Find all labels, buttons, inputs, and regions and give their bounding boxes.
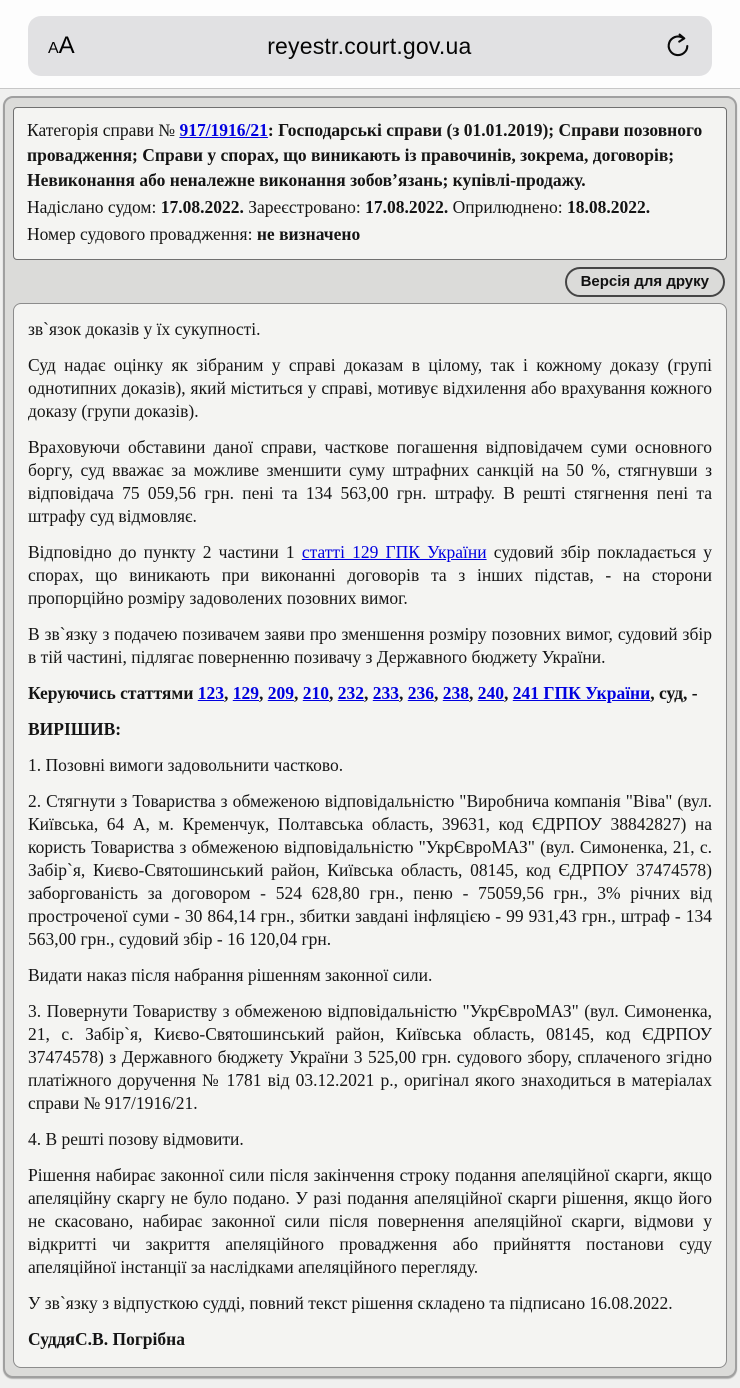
text-run: Видати наказ після набрання рішенням законної сили.	[28, 965, 433, 985]
document-paragraph	[28, 318, 712, 341]
document-paragraph	[28, 623, 712, 669]
statute-link[interactable]: 238	[442, 683, 470, 703]
statute-link[interactable]: 210	[302, 683, 330, 703]
text-run: ,	[364, 683, 373, 703]
case-header-box	[13, 107, 727, 260]
print-version-button[interactable]: Версія для друку	[565, 267, 725, 297]
text-run: не визначено	[256, 224, 361, 244]
text-run: Враховуючи обставини даної справи, часткове погашення відповідачем суми основного боргу, суд вважає за можливе зменшити суму штрафних санкцій на 50 %, стягнувши з відповідача 75 059,56 грн. пені та 134 563,00 грн. штрафу. В решті стягнення пені та штрафу суд відмовляє.	[28, 437, 712, 526]
statute-link[interactable]: 241 ГПК України	[512, 683, 651, 703]
text-run: Відповідно до пункту 2 частини 1	[28, 542, 302, 562]
text-run: Категорія справи №	[27, 120, 180, 140]
text-size-small-a: A	[48, 40, 59, 57]
browser-chrome	[0, 0, 740, 88]
statute-link[interactable]: 232	[337, 683, 365, 703]
document-paragraph	[28, 1128, 712, 1151]
text-run: :	[267, 120, 279, 140]
text-run: 17.08.2022.	[160, 197, 244, 217]
text-run: В зв`язку з подачею позивачем заяви про зменшення розміру позовних вимог, судовий збір в тій частині, підлягає поверненню позивачу з Державного бюджету України.	[28, 624, 712, 667]
document-paragraph	[28, 541, 712, 610]
text-run: Керуючись статтями	[28, 683, 198, 703]
statute-link[interactable]: 233	[372, 683, 400, 703]
statute-link[interactable]: 917/1916/21	[179, 120, 268, 140]
document-paragraph	[28, 682, 712, 705]
text-run: ,	[224, 683, 233, 703]
address-bar[interactable]	[28, 16, 712, 76]
case-header-line	[27, 118, 713, 193]
text-run: ,	[329, 683, 338, 703]
text-run: У зв`язку з відпусткою судді, повний текст рішення складено та підписано 16.08.2022.	[28, 1293, 673, 1313]
text-run: , суд, -	[650, 683, 698, 703]
document-paragraph	[28, 1328, 712, 1351]
statute-link[interactable]: 123	[197, 683, 225, 703]
text-run: Рішення набирає законної сили після закінчення строку подання апеляційної скарги, якщо апеляційну скаргу не було подано. У разі подання апеляційної скарги рішення, якщо його не скасовано, набирає законної сили після повернення апеляційної скарги, відмови у відкритті чи закриття апеляційного провадження або прийняття постанови суду апеляційної інстанції за наслідками апеляційного перегляду.	[28, 1165, 712, 1277]
document-paragraph	[28, 354, 712, 423]
case-header-line	[27, 195, 713, 220]
text-run: Надіслано судом:	[27, 197, 161, 217]
print-button-row	[15, 267, 725, 297]
text-run: СуддяС.В. Погрібна	[28, 1329, 185, 1349]
text-run: судовий збір покладається у спорах, що виникають при виконанні договорів та з інших підстав, - на сторони пропорційно розміру задоволених позовних вимог.	[28, 542, 712, 608]
text-run: ,	[469, 683, 478, 703]
document-paragraph	[28, 718, 712, 741]
document-paragraph	[28, 1000, 712, 1115]
decision-outer-container	[3, 96, 737, 1378]
text-run: Господарські справи (з 01.01.2019); Справи позовного провадження; Справи у спорах, що виникають із правочинів, зокрема, договорів; Невиконання або неналежне виконання зобов’язань; купівлі-продажу.	[27, 120, 703, 190]
text-run: ,	[434, 683, 443, 703]
text-run: 2. Стягнути з Товариства з обмеженою відповідальністю "Виробнича компанія "Віва" (вул. Київська, 64 А, м. Кременчук, Полтавська область, 39631, код ЄДРПОУ 38842827) на користь Товариства з обмеженою відповідальністю "УкрЄвроМАЗ" (вул. Симоненка, 21, с. Забір`я, Києво-Святошинський район, Київська область, 08145, код ЄДРПОУ 37474578) заборгованість за договором - 524 628,80 грн., пеню - 75059,56 грн., 3% річних від простроченої суми - 30 864,14 грн., збитки завдані інфляцією - 99 931,43 грн., штраф - 134 563,00 грн., судовий збір - 16 120,04 грн.	[28, 791, 712, 949]
text-run: ,	[294, 683, 303, 703]
text-run: 1. Позовні вимоги задовольнити частково.	[28, 755, 344, 775]
text-run: Суд надає оцінку як зібраним у справі доказам в цілому, так і кожному доказу (групі однотипних доказів), який міститься у справі, мотивує відхилення або врахування кожного доказу (групи доказів).	[28, 355, 712, 421]
text-run: ,	[399, 683, 408, 703]
statute-link[interactable]: 236	[407, 683, 435, 703]
text-run: Номер судового провадження:	[27, 224, 257, 244]
text-run: ,	[504, 683, 513, 703]
document-paragraph	[28, 436, 712, 528]
url-text[interactable]: reyestr.court.gov.ua	[267, 32, 472, 59]
document-paragraph	[28, 1164, 712, 1279]
decision-text-box	[13, 303, 727, 1368]
statute-link[interactable]: 129	[232, 683, 260, 703]
reload-icon-glyph	[665, 33, 691, 59]
document-paragraph	[28, 754, 712, 777]
document-paragraph	[28, 1292, 712, 1315]
text-run: 4. В решті позову відмовити.	[28, 1129, 244, 1149]
case-header-line	[27, 222, 713, 247]
document-paragraph	[28, 790, 712, 951]
text-run: ВИРІШИВ:	[28, 719, 122, 739]
text-run: ,	[259, 683, 268, 703]
text-run: 3. Повернути Товариству з обмеженою відповідальністю "УкрЄвроМАЗ" (вул. Симоненка, 21, с. Забір`я, Києво-Святошинський район, Київська область, 08145, код ЄДРПОУ 37474578) з Державного бюджету України 3 525,00 грн. судового збору, сплаченого згідно платіжного доручення № 1781 від 03.12.2021 р., оригінал якого знаходиться в матеріалах справи № 917/1916/21.	[28, 1001, 712, 1113]
text-size-big-a: A	[58, 32, 75, 59]
statute-link[interactable]: 240	[477, 683, 505, 703]
page-background	[0, 89, 740, 1388]
text-run: Оприлюднено:	[448, 197, 568, 217]
text-run: зв`язок доказів у їх сукупності.	[28, 319, 261, 339]
statute-link[interactable]: статті 129 ГПК України	[301, 542, 487, 562]
statute-link[interactable]: 209	[267, 683, 295, 703]
text-run: 18.08.2022.	[567, 197, 651, 217]
text-run: 17.08.2022.	[365, 197, 449, 217]
reload-icon[interactable]	[664, 32, 692, 60]
document-paragraph	[28, 964, 712, 987]
text-size-button[interactable]	[48, 32, 75, 60]
text-run: Зареєстровано:	[243, 197, 366, 217]
